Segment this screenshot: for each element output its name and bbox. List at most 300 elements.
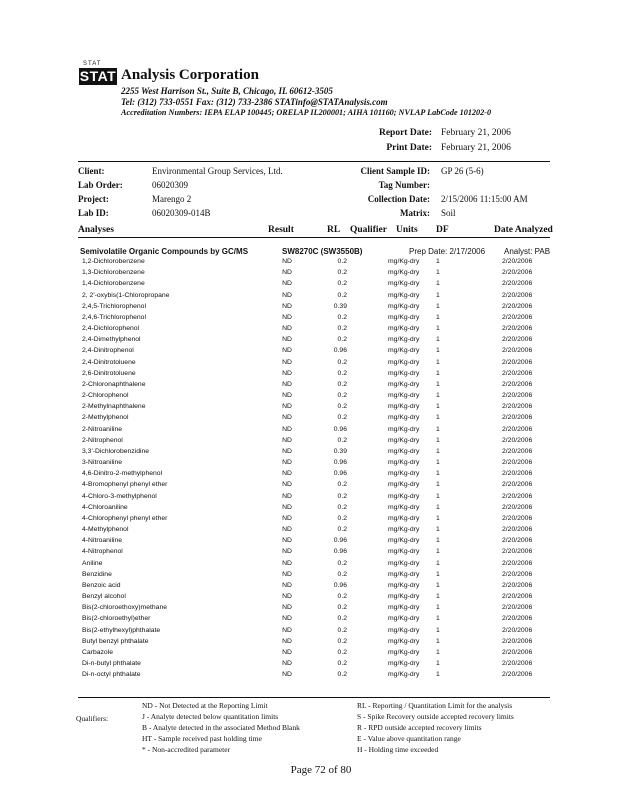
qualifier-right-1: S - Spike Recovery outside accepted recovery limits — [357, 712, 514, 721]
result-value: ND — [282, 615, 292, 623]
df-value: 1 — [436, 581, 440, 589]
result-value: ND — [282, 671, 292, 679]
table-row — [0, 638, 642, 649]
analyte-name: 2,4-Dimethylphenol — [82, 336, 141, 344]
result-value: ND — [282, 302, 292, 310]
units-value: mg/Kg-dry — [388, 492, 420, 500]
units-value: mg/Kg-dry — [388, 302, 420, 310]
analyte-name: 2,4-Dinitrophenol — [82, 347, 134, 355]
matrix-value: Soil — [441, 208, 456, 218]
units-value: mg/Kg-dry — [388, 425, 420, 433]
qualifier-left-0: ND - Not Detected at the Reporting Limit — [142, 701, 268, 710]
qualifier-right-0: RL - Reporting / Quantitation Limit for the analysis — [357, 701, 513, 710]
df-value: 1 — [436, 649, 440, 656]
analyte-name: 4,6-Dinitro-2-methylphenol — [82, 470, 163, 478]
table-row — [0, 493, 642, 504]
rl-value: 0.2 — [337, 626, 347, 634]
rl-value: 0.96 — [333, 347, 347, 355]
table-row — [0, 615, 642, 626]
result-value: ND — [282, 380, 292, 388]
qualifier-right-3: E - Value above quantitation range — [357, 734, 461, 743]
result-value: ND — [282, 425, 292, 433]
units-value: mg/Kg-dry — [388, 470, 420, 478]
df-value: 1 — [436, 548, 440, 556]
result-value: ND — [282, 347, 292, 355]
df-value: 1 — [436, 313, 440, 321]
result-value: ND — [282, 459, 292, 467]
analyte-name: 2-Nitrophenol — [82, 436, 123, 444]
result-value: ND — [282, 503, 292, 511]
result-value: ND — [282, 436, 292, 444]
table-row — [0, 269, 642, 280]
units-value: mg/Kg-dry — [388, 280, 420, 288]
rl-value: 0.2 — [337, 280, 347, 288]
units-value: mg/Kg-dry — [388, 436, 420, 444]
table-row — [0, 347, 642, 358]
result-value: ND — [282, 548, 292, 556]
result-value: ND — [282, 526, 292, 534]
df-value: 1 — [436, 459, 440, 467]
analyte-name: 2,6-Dinitrotoluene — [82, 369, 136, 377]
logo-small-text: STAT — [83, 61, 102, 67]
table-row — [0, 359, 642, 370]
analyte-name: 4-Chloroaniline — [82, 503, 128, 511]
date-analyzed-value: 2/20/2006 — [502, 447, 533, 455]
units-value: mg/Kg-dry — [388, 481, 420, 489]
table-row — [0, 426, 642, 437]
units-value: mg/Kg-dry — [388, 548, 420, 556]
analyte-name: 4-Nitrophenol — [82, 548, 123, 556]
date-analyzed-value: 2/20/2006 — [502, 291, 533, 299]
result-value: ND — [282, 649, 292, 656]
units-value: mg/Kg-dry — [388, 604, 420, 612]
table-row — [0, 370, 642, 381]
analyte-name: 1,3-Dichlorobenzene — [82, 269, 145, 277]
date-analyzed-value: 2/20/2006 — [502, 269, 533, 277]
project-value: Marengo 2 — [152, 194, 192, 204]
stat-logo: STAT — [79, 68, 117, 84]
rl-value: 0.2 — [337, 414, 347, 422]
col-qualifier: Qualifier — [350, 225, 387, 235]
table-row — [0, 537, 642, 548]
rl-value: 0.2 — [337, 336, 347, 344]
project-label: Project: — [78, 194, 109, 204]
df-value: 1 — [436, 325, 440, 332]
analyte-name: 4-Methylphenol — [82, 526, 129, 534]
company-contact: Tel: (312) 733-0551 Fax: (312) 733-2386 STATinfo@STATAnalysis.com — [121, 97, 388, 107]
analyte-name: 1,4-Dichlorobenzene — [82, 280, 145, 288]
analyte-name: 3,3'-Dichlorobenzidine — [82, 447, 150, 455]
df-value: 1 — [436, 660, 440, 668]
df-value: 1 — [436, 526, 440, 534]
rl-value: 0.96 — [333, 470, 347, 478]
prep-date: Prep Date: 2/17/2006 — [409, 247, 486, 256]
table-row — [0, 448, 642, 459]
qualifiers-label: Qualifiers: — [76, 714, 109, 723]
rl-value: 0.96 — [333, 537, 347, 545]
df-value: 1 — [436, 347, 440, 355]
rl-value: 0.96 — [333, 548, 347, 556]
df-value: 1 — [436, 503, 440, 511]
table-row — [0, 560, 642, 571]
rl-value: 0.96 — [333, 581, 347, 589]
date-analyzed-value: 2/20/2006 — [502, 649, 533, 656]
df-value: 1 — [436, 291, 440, 299]
date-analyzed-value: 2/20/2006 — [502, 514, 533, 522]
rl-value: 0.96 — [333, 459, 347, 467]
collection-date-value: 2/15/2006 11:15:00 AM — [441, 194, 528, 204]
print-date-label: Print Date: — [386, 143, 432, 153]
client-sample-label: Client Sample ID: — [360, 166, 430, 176]
result-value: ND — [282, 470, 292, 478]
accreditation-numbers: Accreditation Numbers: IEPA ELAP 100445; ORELAP IL200001; AIHA 101160; NVLAP LabCode 101202-0 — [121, 108, 492, 117]
qualifier-left-4: * - Non-accredited parameter — [142, 745, 231, 754]
date-analyzed-value: 2/20/2006 — [502, 526, 533, 534]
rl-value: 0.2 — [337, 637, 347, 645]
analyte-name: 4-Chloro-3-methylphenol — [82, 492, 157, 500]
table-row — [0, 258, 642, 269]
result-value: ND — [282, 313, 292, 321]
analyte-name: 2,4,6-Trichlorophenol — [82, 313, 146, 321]
result-value: ND — [282, 358, 292, 366]
rl-value: 0.2 — [337, 269, 347, 277]
analyte-name: Benzidine — [82, 570, 112, 578]
analyte-name: Benzoic acid — [82, 581, 121, 589]
table-row — [0, 459, 642, 470]
analyte-name: 4-Bromophenyl phenyl ether — [82, 481, 168, 489]
analyte-name: Di-n-butyl phthalate — [82, 660, 141, 668]
client-sample-value: GP 26 (5-6) — [441, 166, 484, 176]
table-row — [0, 593, 642, 604]
table-row — [0, 649, 642, 660]
company-name: Analysis Corporation — [121, 67, 259, 83]
units-value: mg/Kg-dry — [388, 526, 420, 534]
date-analyzed-value: 2/20/2006 — [502, 403, 533, 411]
analyte-name: Aniline — [82, 559, 103, 567]
date-analyzed-value: 2/20/2006 — [502, 392, 533, 399]
client-value: Environmental Group Services, Ltd. — [152, 166, 283, 176]
units-value: mg/Kg-dry — [388, 559, 420, 567]
table-row — [0, 515, 642, 526]
date-analyzed-value: 2/20/2006 — [502, 581, 533, 589]
rl-value: 0.39 — [333, 447, 347, 455]
df-value: 1 — [436, 537, 440, 545]
company-address: 2255 West Harrison St., Suite B, Chicago, IL 60612-3505 — [121, 86, 333, 96]
table-row — [0, 627, 642, 638]
date-analyzed-value: 2/20/2006 — [502, 503, 533, 511]
qualifier-left-3: HT - Sample received past holding time — [142, 734, 262, 743]
table-row — [0, 381, 642, 392]
rl-value: 0.2 — [337, 436, 347, 444]
rl-value: 0.2 — [337, 291, 347, 299]
analyte-name: Bis(2-ethylhexyl)phthalate — [82, 626, 161, 634]
df-value: 1 — [436, 269, 440, 277]
df-value: 1 — [436, 559, 440, 567]
df-value: 1 — [436, 336, 440, 344]
client-label: Client: — [78, 166, 105, 176]
units-value: mg/Kg-dry — [388, 660, 420, 668]
result-value: ND — [282, 637, 292, 645]
lab-order-label: Lab Order: — [78, 180, 123, 190]
date-analyzed-value: 2/20/2006 — [502, 414, 533, 422]
table-row — [0, 526, 642, 537]
units-value: mg/Kg-dry — [388, 459, 420, 467]
df-value: 1 — [436, 358, 440, 366]
rl-value: 0.2 — [337, 570, 347, 578]
divider — [78, 161, 550, 162]
units-value: mg/Kg-dry — [388, 626, 420, 634]
qualifier-right-2: R - RPD outside accepted recovery limits — [357, 723, 482, 732]
df-value: 1 — [436, 403, 440, 411]
df-value: 1 — [436, 302, 440, 310]
result-value: ND — [282, 258, 292, 265]
date-analyzed-value: 2/20/2006 — [502, 470, 533, 478]
df-value: 1 — [436, 604, 440, 612]
date-analyzed-value: 2/20/2006 — [502, 626, 533, 634]
result-value: ND — [282, 447, 292, 455]
units-value: mg/Kg-dry — [388, 671, 420, 679]
df-value: 1 — [436, 425, 440, 433]
df-value: 1 — [436, 570, 440, 578]
date-analyzed-value: 2/20/2006 — [502, 492, 533, 500]
df-value: 1 — [436, 369, 440, 377]
date-analyzed-value: 2/20/2006 — [502, 336, 533, 344]
units-value: mg/Kg-dry — [388, 258, 420, 265]
matrix-label: Matrix: — [400, 208, 430, 218]
df-value: 1 — [436, 470, 440, 478]
table-row — [0, 303, 642, 314]
lab-id-label: Lab ID: — [78, 208, 109, 218]
table-row — [0, 548, 642, 559]
df-value: 1 — [436, 436, 440, 444]
analyte-name: Bis(2-chloroethyl)ether — [82, 615, 151, 623]
table-row — [0, 604, 642, 615]
rl-value: 0.2 — [337, 526, 347, 534]
date-analyzed-value: 2/20/2006 — [502, 637, 533, 645]
df-value: 1 — [436, 637, 440, 645]
date-analyzed-value: 2/20/2006 — [502, 436, 533, 444]
df-value: 1 — [436, 414, 440, 422]
report-date-label: Report Date: — [378, 128, 432, 138]
result-value: ND — [282, 604, 292, 612]
result-value: ND — [282, 369, 292, 377]
rl-value: 0.2 — [337, 403, 347, 411]
result-value: ND — [282, 269, 292, 277]
date-analyzed-value: 2/20/2006 — [502, 570, 533, 578]
analyte-name: 4-Nitroaniline — [82, 537, 123, 545]
result-value: ND — [282, 336, 292, 344]
section-method: SW8270C (SW3550B) — [282, 247, 363, 256]
analyte-name: 4-Chlorophenyl phenyl ether — [82, 514, 168, 522]
analyte-name: Carbazole — [82, 649, 113, 656]
analyte-name: 2-Nitroaniline — [82, 425, 123, 433]
table-row — [0, 671, 642, 682]
analyte-name: Bis(2-chloroethoxy)methane — [82, 604, 168, 612]
tag-number-label: Tag Number: — [378, 180, 430, 190]
result-value: ND — [282, 392, 292, 399]
col-date-analyzed: Date Analyzed — [494, 225, 553, 235]
units-value: mg/Kg-dry — [388, 325, 420, 332]
date-analyzed-value: 2/20/2006 — [502, 313, 533, 321]
df-value: 1 — [436, 593, 440, 601]
result-value: ND — [282, 626, 292, 634]
date-analyzed-value: 2/20/2006 — [502, 358, 533, 366]
table-row — [0, 280, 642, 291]
date-analyzed-value: 2/20/2006 — [502, 537, 533, 545]
df-value: 1 — [436, 280, 440, 288]
qualifier-right-4: H - Holding time exceeded — [357, 745, 439, 754]
qualifier-left-1: J - Analyte detected below quantitation limits — [142, 712, 279, 721]
analyte-name: 1,2-Dichlorobenzene — [82, 258, 145, 265]
lab-id-value: 06020309-014B — [152, 208, 211, 218]
rl-value: 0.2 — [337, 660, 347, 668]
units-value: mg/Kg-dry — [388, 291, 420, 299]
analyte-name: 2-Chloronaphthalene — [82, 380, 146, 388]
analyte-name: 2,4-Dinitrotoluene — [82, 358, 136, 366]
date-analyzed-value: 2/20/2006 — [502, 660, 533, 668]
rl-value: 0.2 — [337, 481, 347, 489]
date-analyzed-value: 2/20/2006 — [502, 559, 533, 567]
df-value: 1 — [436, 492, 440, 500]
table-row — [0, 414, 642, 425]
units-value: mg/Kg-dry — [388, 503, 420, 511]
table-row — [0, 403, 642, 414]
analyte-name: 3-Nitroaniline — [82, 459, 123, 467]
rl-value: 0.2 — [337, 559, 347, 567]
df-value: 1 — [436, 626, 440, 634]
date-analyzed-value: 2/20/2006 — [502, 380, 533, 388]
rl-value: 0.2 — [337, 380, 347, 388]
date-analyzed-value: 2/20/2006 — [502, 615, 533, 623]
units-value: mg/Kg-dry — [388, 649, 420, 656]
units-value: mg/Kg-dry — [388, 336, 420, 344]
result-value: ND — [282, 581, 292, 589]
print-date: February 21, 2006 — [441, 143, 511, 153]
units-value: mg/Kg-dry — [388, 380, 420, 388]
analyte-name: Butyl benzyl phthalate — [82, 637, 149, 645]
units-value: mg/Kg-dry — [388, 347, 420, 355]
df-value: 1 — [436, 380, 440, 388]
result-value: ND — [282, 403, 292, 411]
analyst: Analyst: PAB — [504, 247, 551, 256]
units-value: mg/Kg-dry — [388, 403, 420, 411]
collection-date-label: Collection Date: — [367, 194, 430, 204]
df-value: 1 — [436, 481, 440, 489]
units-value: mg/Kg-dry — [388, 414, 420, 422]
result-value: ND — [282, 660, 292, 668]
table-row — [0, 392, 642, 403]
divider — [78, 697, 550, 698]
table-row — [0, 292, 642, 303]
table-row — [0, 481, 642, 492]
date-analyzed-value: 2/20/2006 — [502, 325, 533, 332]
table-row — [0, 314, 642, 325]
date-analyzed-value: 2/20/2006 — [502, 593, 533, 601]
analyte-name: 2-Chlorophenol — [82, 392, 129, 399]
result-value: ND — [282, 559, 292, 567]
date-analyzed-value: 2/20/2006 — [502, 280, 533, 288]
units-value: mg/Kg-dry — [388, 392, 420, 399]
result-value: ND — [282, 481, 292, 489]
units-value: mg/Kg-dry — [388, 313, 420, 321]
units-value: mg/Kg-dry — [388, 615, 420, 623]
section-title: Semivolatile Organic Compounds by GC/MS — [80, 247, 249, 256]
rl-value: 0.2 — [337, 369, 347, 377]
result-value: ND — [282, 537, 292, 545]
table-row — [0, 437, 642, 448]
analyte-name: 2, 2'-oxybis(1-Chloropropane — [82, 291, 170, 299]
result-value: ND — [282, 280, 292, 288]
table-row — [0, 582, 642, 593]
col-rl: RL — [327, 225, 341, 235]
date-analyzed-value: 2/20/2006 — [502, 302, 533, 310]
rl-value: 0.39 — [333, 302, 347, 310]
analyte-name: 2,4-Dichlorophenol — [82, 325, 140, 332]
date-analyzed-value: 2/20/2006 — [502, 459, 533, 467]
lab-order-value: 06020309 — [152, 180, 188, 190]
table-row — [0, 325, 642, 336]
rl-value: 0.2 — [337, 325, 347, 332]
rl-value: 0.2 — [337, 503, 347, 511]
df-value: 1 — [436, 392, 440, 399]
units-value: mg/Kg-dry — [388, 581, 420, 589]
date-analyzed-value: 2/20/2006 — [502, 548, 533, 556]
page-number: Page 72 of 80 — [290, 764, 352, 776]
date-analyzed-value: 2/20/2006 — [502, 671, 533, 679]
df-value: 1 — [436, 514, 440, 522]
rl-value: 0.2 — [337, 313, 347, 321]
table-row — [0, 336, 642, 347]
units-value: mg/Kg-dry — [388, 637, 420, 645]
units-value: mg/Kg-dry — [388, 593, 420, 601]
col-analyses: Analyses — [78, 225, 114, 235]
analyte-name: 2,4,5-Trichlorophenol — [82, 302, 146, 310]
units-value: mg/Kg-dry — [388, 570, 420, 578]
rl-value: 0.2 — [337, 492, 347, 500]
date-analyzed-value: 2/20/2006 — [502, 481, 533, 489]
col-df: DF — [436, 225, 449, 235]
result-value: ND — [282, 593, 292, 601]
table-row — [0, 470, 642, 481]
date-analyzed-value: 2/20/2006 — [502, 604, 533, 612]
units-value: mg/Kg-dry — [388, 514, 420, 522]
analyte-name: 2-Methylphenol — [82, 414, 129, 422]
result-value: ND — [282, 514, 292, 522]
units-value: mg/Kg-dry — [388, 369, 420, 377]
result-value: ND — [282, 325, 292, 332]
rl-value: 0.96 — [333, 425, 347, 433]
rl-value: 0.2 — [337, 593, 347, 601]
result-value: ND — [282, 291, 292, 299]
date-analyzed-value: 2/20/2006 — [502, 347, 533, 355]
rl-value: 0.2 — [337, 649, 347, 656]
date-analyzed-value: 2/20/2006 — [502, 425, 533, 433]
col-result: Result — [268, 225, 294, 235]
rl-value: 0.2 — [337, 604, 347, 612]
rl-value: 0.2 — [337, 615, 347, 623]
divider — [78, 237, 550, 238]
report-date: February 21, 2006 — [441, 128, 511, 138]
date-analyzed-value: 2/20/2006 — [502, 258, 533, 265]
df-value: 1 — [436, 258, 440, 265]
rl-value: 0.2 — [337, 258, 347, 265]
analyte-name: Di-n-octyl phthalate — [82, 671, 141, 679]
analyte-name: Benzyl alcohol — [82, 593, 126, 601]
table-row — [0, 660, 642, 671]
result-value: ND — [282, 570, 292, 578]
result-value: ND — [282, 492, 292, 500]
rl-value: 0.2 — [337, 671, 347, 679]
